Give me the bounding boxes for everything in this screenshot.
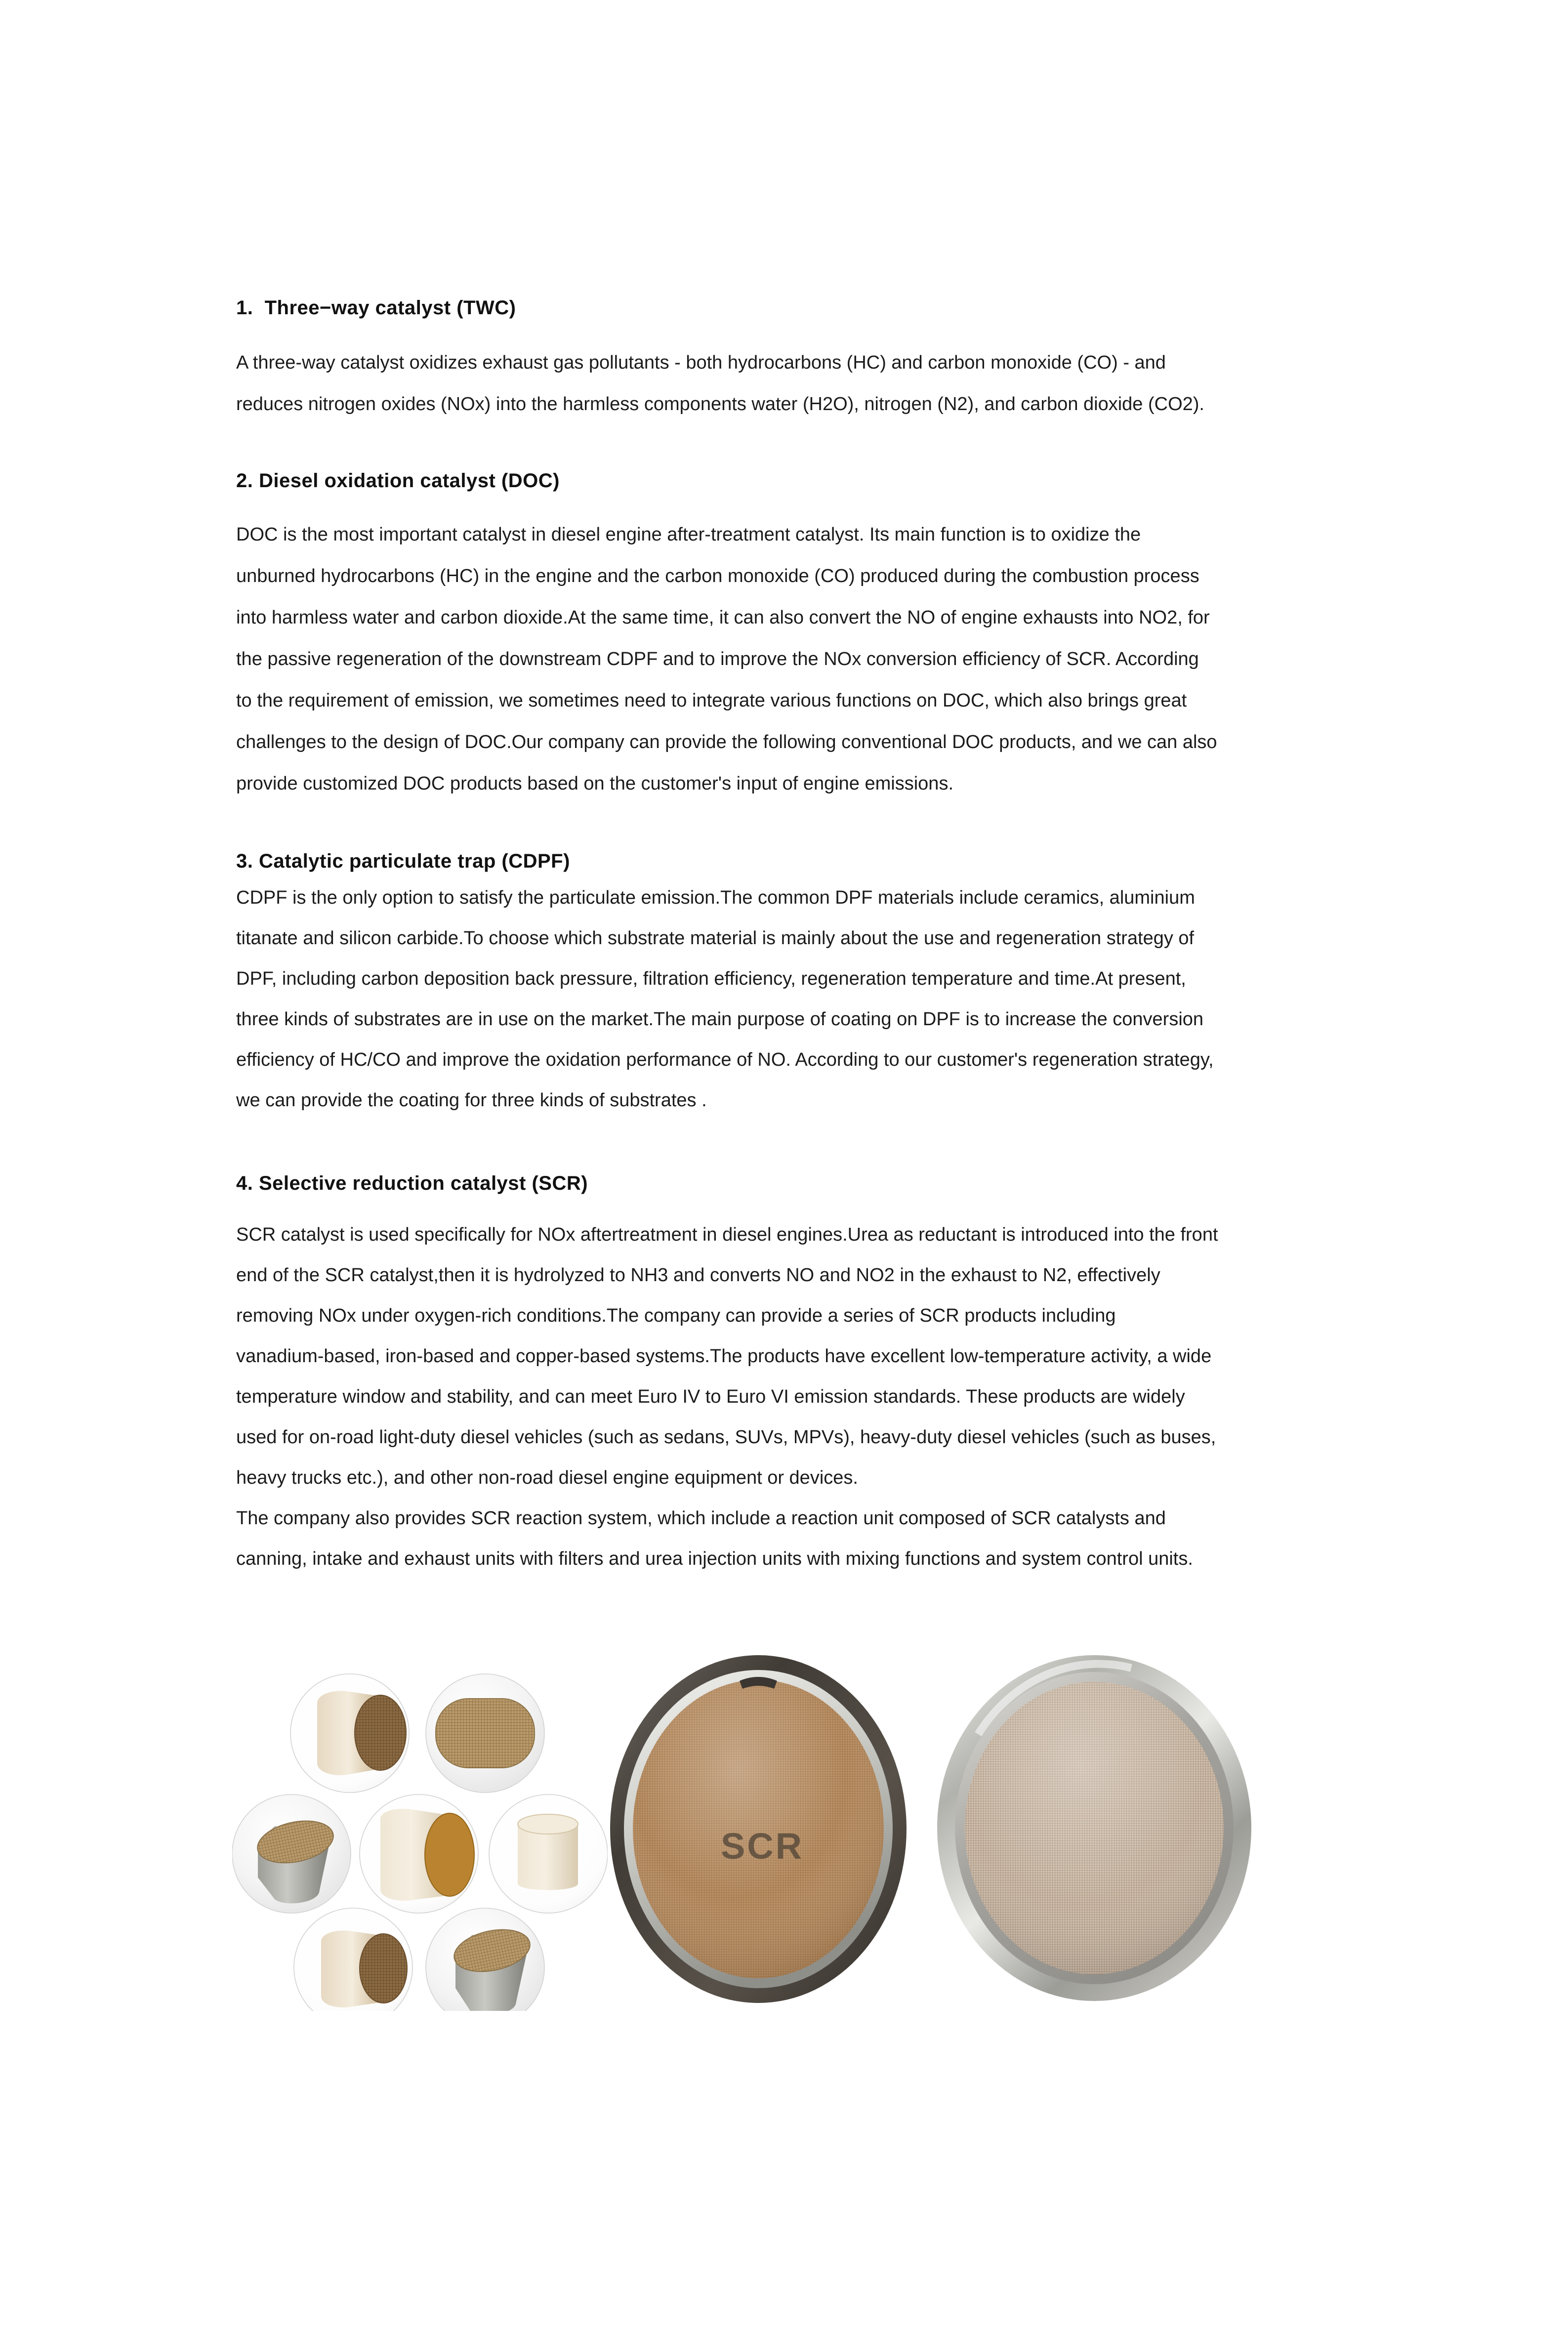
section-body-cdpf (236, 877, 1328, 1121)
collage-tile (290, 1674, 409, 1793)
collage-tile (426, 1674, 544, 1793)
body-line: DPF, including carbon deposition back pressure, filtration efficiency, regeneration temperature and time.At present, (236, 968, 1186, 989)
document-body (236, 296, 1328, 1579)
body-line: provide customized DOC products based on the customer's input of engine emissions. (236, 773, 953, 794)
collage-tile (294, 1908, 413, 2011)
collage-tile (360, 1794, 478, 1913)
product-image-strip (232, 1645, 1255, 2011)
spacer (236, 1121, 1328, 1172)
body-line: heavy trucks etc.), and other non-road diesel engine equipment or devices. (236, 1467, 858, 1488)
body-line: A three-way catalyst oxidizes exhaust gas pollutants - both hydrocarbons (HC) and carbon monoxide (CO) - and (236, 352, 1166, 373)
scr-canned-substrate (600, 1645, 916, 2011)
body-line: we can provide the coating for three kinds of substrates . (236, 1090, 707, 1111)
body-line: The company also provides SCR reaction system, which include a reaction unit composed of SCR catalysts and (236, 1508, 1166, 1529)
scr-stamp-label: SCR (720, 1826, 804, 1867)
collage-tile (232, 1794, 351, 1913)
section-body-scr (236, 1214, 1328, 1579)
body-line: temperature window and stability, and can meet Euro IV to Euro VI emission standards. These products are widely (236, 1386, 1185, 1407)
body-line: SCR catalyst is used specifically for NOx aftertreatment in diesel engines.Urea as reductant is introduced into the front (236, 1224, 1218, 1245)
collage-drawing (232, 1645, 608, 2011)
body-line: removing NOx under oxygen-rich conditions.The company can provide a series of SCR products including (236, 1305, 1116, 1326)
body-line: CDPF is the only option to satisfy the particulate emission.The common DPF materials include ceramics, aluminium (236, 887, 1195, 908)
body-line: unburned hydrocarbons (HC) in the engine and the carbon monoxide (CO) produced during the combustion process (236, 566, 1199, 586)
section-body-twc (236, 342, 1328, 425)
body-line: canning, intake and exhaust units with filters and urea injection units with mixing functions and system control units. (236, 1548, 1193, 1569)
section-heading-cdpf: 3. Catalytic particulate trap (CDPF) (236, 850, 570, 872)
section-body-doc (236, 514, 1328, 804)
face-shading (965, 1682, 1224, 1974)
body-line: into harmless water and carbon dioxide.At the same time, it can also convert the NO of engine exhausts into NO2, for (236, 607, 1210, 628)
scr-drawing (600, 1645, 916, 2011)
spacer (236, 492, 1328, 514)
spacer (236, 1195, 1328, 1214)
body-line: DOC is the most important catalyst in diesel engine after-treatment catalyst. Its main function is to oxidize the (236, 524, 1141, 545)
steel-canned-honeycomb (934, 1645, 1255, 2011)
collage-tile (426, 1908, 544, 2011)
spacer (236, 425, 1328, 469)
section-heading-scr: 4. Selective reduction catalyst (SCR) (236, 1172, 588, 1194)
body-line: the passive regeneration of the downstream CDPF and to improve the NOx conversion efficiency of SCR. According (236, 649, 1199, 669)
steel-can-drawing (934, 1645, 1255, 2011)
body-line: to the requirement of emission, we sometimes need to integrate various functions on DOC, which also brings great (236, 690, 1187, 711)
section-heading-twc: 1. Three−way catalyst (TWC) (236, 297, 516, 319)
body-line: used for on-road light-duty diesel vehicles (such as sedans, SUVs, MPVs), heavy-duty diesel vehicles (such as buses, (236, 1427, 1216, 1448)
spacer (236, 873, 1328, 877)
body-line: titanate and silicon carbide.To choose which substrate material is mainly about the use and regeneration strategy of (236, 928, 1195, 949)
body-line: challenges to the design of DOC.Our company can provide the following conventional DOC products, and we can also (236, 732, 1217, 752)
catalyst-substrate-collage (232, 1645, 608, 2011)
body-line: vanadium-based, iron-based and copper-based systems.The products have excellent low-temperature activity, a wide (236, 1346, 1212, 1367)
body-line: end of the SCR catalyst,then it is hydrolyzed to NH3 and converts NO and NO2 in the exhaust to N2, effectively (236, 1265, 1160, 1286)
body-line: reduces nitrogen oxides (NOx) into the harmless components water (H2O), nitrogen (N2), and carbon dioxide (CO2). (236, 394, 1204, 415)
body-line: three kinds of substrates are in use on the market.The main purpose of coating on DPF is to increase the conversion (236, 1009, 1204, 1030)
spacer (236, 804, 1328, 850)
section-heading-doc: 2. Diesel oxidation catalyst (DOC) (236, 470, 560, 492)
collage-tile (489, 1794, 608, 1913)
spacer (236, 319, 1328, 342)
body-line: efficiency of HC/CO and improve the oxidation performance of NO. According to our customer's regeneration strategy, (236, 1049, 1214, 1070)
